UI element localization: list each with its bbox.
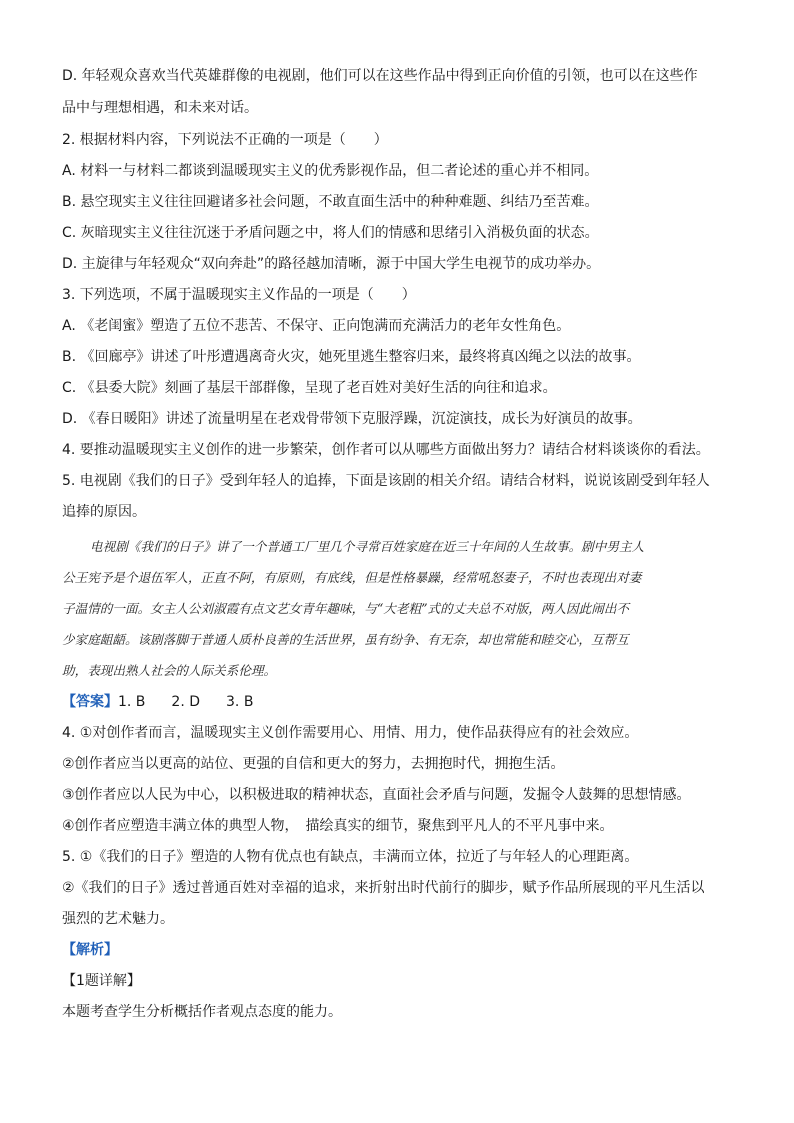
answer-4-point-3: ③创作者应以人民为中心，以积极进取的精神状态，直面社会矛盾与问题，发掘令人鼓舞的思想情感。 [62,787,691,803]
answer-4-point-2: ②创作者应当以更高的站位、更强的自信和更大的努力，去拥抱时代，拥抱生活。 [62,756,565,772]
answer-tag: 【答案】 [62,694,118,710]
question-3: 3. 下列选项，不属于温暖现实主义作品的一项是（ ） [62,287,416,303]
question-4: 4. 要推动温暖现实主义创作的进一步繁荣，创作者可以从哪些方面做出努力？请结合材料谈谈你的看法。 [62,442,710,458]
question-2-option-a: A. 材料一与材料二都谈到温暖现实主义的优秀影视作品，但二者论述的重心并不相同。 [62,163,599,179]
analysis-tag: 【解析】 [62,942,118,958]
option-1d-line2: 品中与理想相遇，和未来对话。 [62,100,258,116]
answer-2: 2. D [171,694,201,710]
analysis-subheading: 【1题详解】 [62,973,141,989]
quote-line-3: 子温情的一面。女主人公刘淑霞有点文艺女青年趣味，与“大老粗”式的丈夫总不对版，两人因此闹出不 [62,601,630,616]
answer-4-point-1: 4. ①对创作者而言，温暖现实主义创作需要用心、用情、用力，使作品获得应有的社会效应。 [62,725,639,741]
question-5-line2: 追捧的原因。 [62,504,146,520]
question-2-option-b: B. 悬空现实主义往往回避诸多社会问题，不敢直面生活中的种种难题、纠结乃至苦难。 [62,194,599,210]
question-5-line1: 5. 电视剧《我们的日子》受到年轻人的追捧，下面是该剧的相关介绍。请结合材料，说说该剧受到年轻人 [62,473,710,489]
question-2-option-c: C. 灰暗现实主义往往沉迷于矛盾问题之中，将人们的情感和思绪引入消极负面的状态。 [62,225,599,241]
answer-1: 1. B [118,694,146,710]
question-2: 2. 根据材料内容，下列说法不正确的一项是（ ） [62,132,388,148]
answer-5-point-2-line1: ②《我们的日子》透过普通百姓对幸福的追求，来折射出时代前行的脚步，赋予作品所展现的平凡生活以 [62,880,705,896]
question-3-option-b: B. 《回廊亭》讲述了叶彤遭遇离奇火灾，她死里逃生整容归来，最终将真凶绳之以法的故事。 [62,349,641,365]
quote-line-2: 公王宪予是个退伍军人，正直不阿，有原则，有底线，但是性格暴躁，经常吼怒妻子，不时也表现出对妻 [62,570,642,585]
quote-line-1: 电视剧《我们的日子》讲了一个普通工厂里几个寻常百姓家庭在近三十年间的人生故事。剧中男主人 [90,539,645,554]
question-3-option-c: C. 《县委大院》刻画了基层干部群像，呈现了老百姓对美好生活的向往和追求。 [62,380,557,396]
answer-5-point-2-line2: 强烈的艺术魅力。 [62,911,174,927]
question-2-option-d: D. 主旋律与年轻观众“双向奔赴”的路径越加清晰，源于中国大学生电视节的成功举办。 [62,256,601,272]
answer-4-point-4: ④创作者应塑造丰满立体的典型人物， 描绘真实的细节，聚焦到平凡人的不平凡事中来。 [62,818,614,834]
answer-line [62,692,253,712]
option-1d-line1: D. 年轻观众喜欢当代英雄群像的电视剧，他们可以在这些作品中得到正向价值的引领，也可以在这些作 [62,68,698,84]
quote-line-4: 少家庭龃龉。该剧落脚于普通人质朴良善的生活世界，虽有纷争、有无奈，却也常能和睦交心，互帮互 [62,632,629,647]
question-3-option-d: D. 《春日暖阳》讲述了流量明星在老戏骨带领下克服浮躁，沉淀演技，成长为好演员的故事。 [62,411,642,427]
analysis-text: 本题考查学生分析概括作者观点态度的能力。 [62,1004,342,1020]
question-3-option-a: A. 《老闺蜜》塑造了五位不悲苦、不保守、正向饱满而充满活力的老年女性角色。 [62,318,571,334]
quote-line-5: 助，表现出熟人社会的人际关系伦理。 [62,663,277,678]
answer-3: 3. B [226,694,254,710]
answer-5-point-1: 5. ①《我们的日子》塑造的人物有优点也有缺点，丰满而立体，拉近了与年轻人的心理距离。 [62,849,639,865]
